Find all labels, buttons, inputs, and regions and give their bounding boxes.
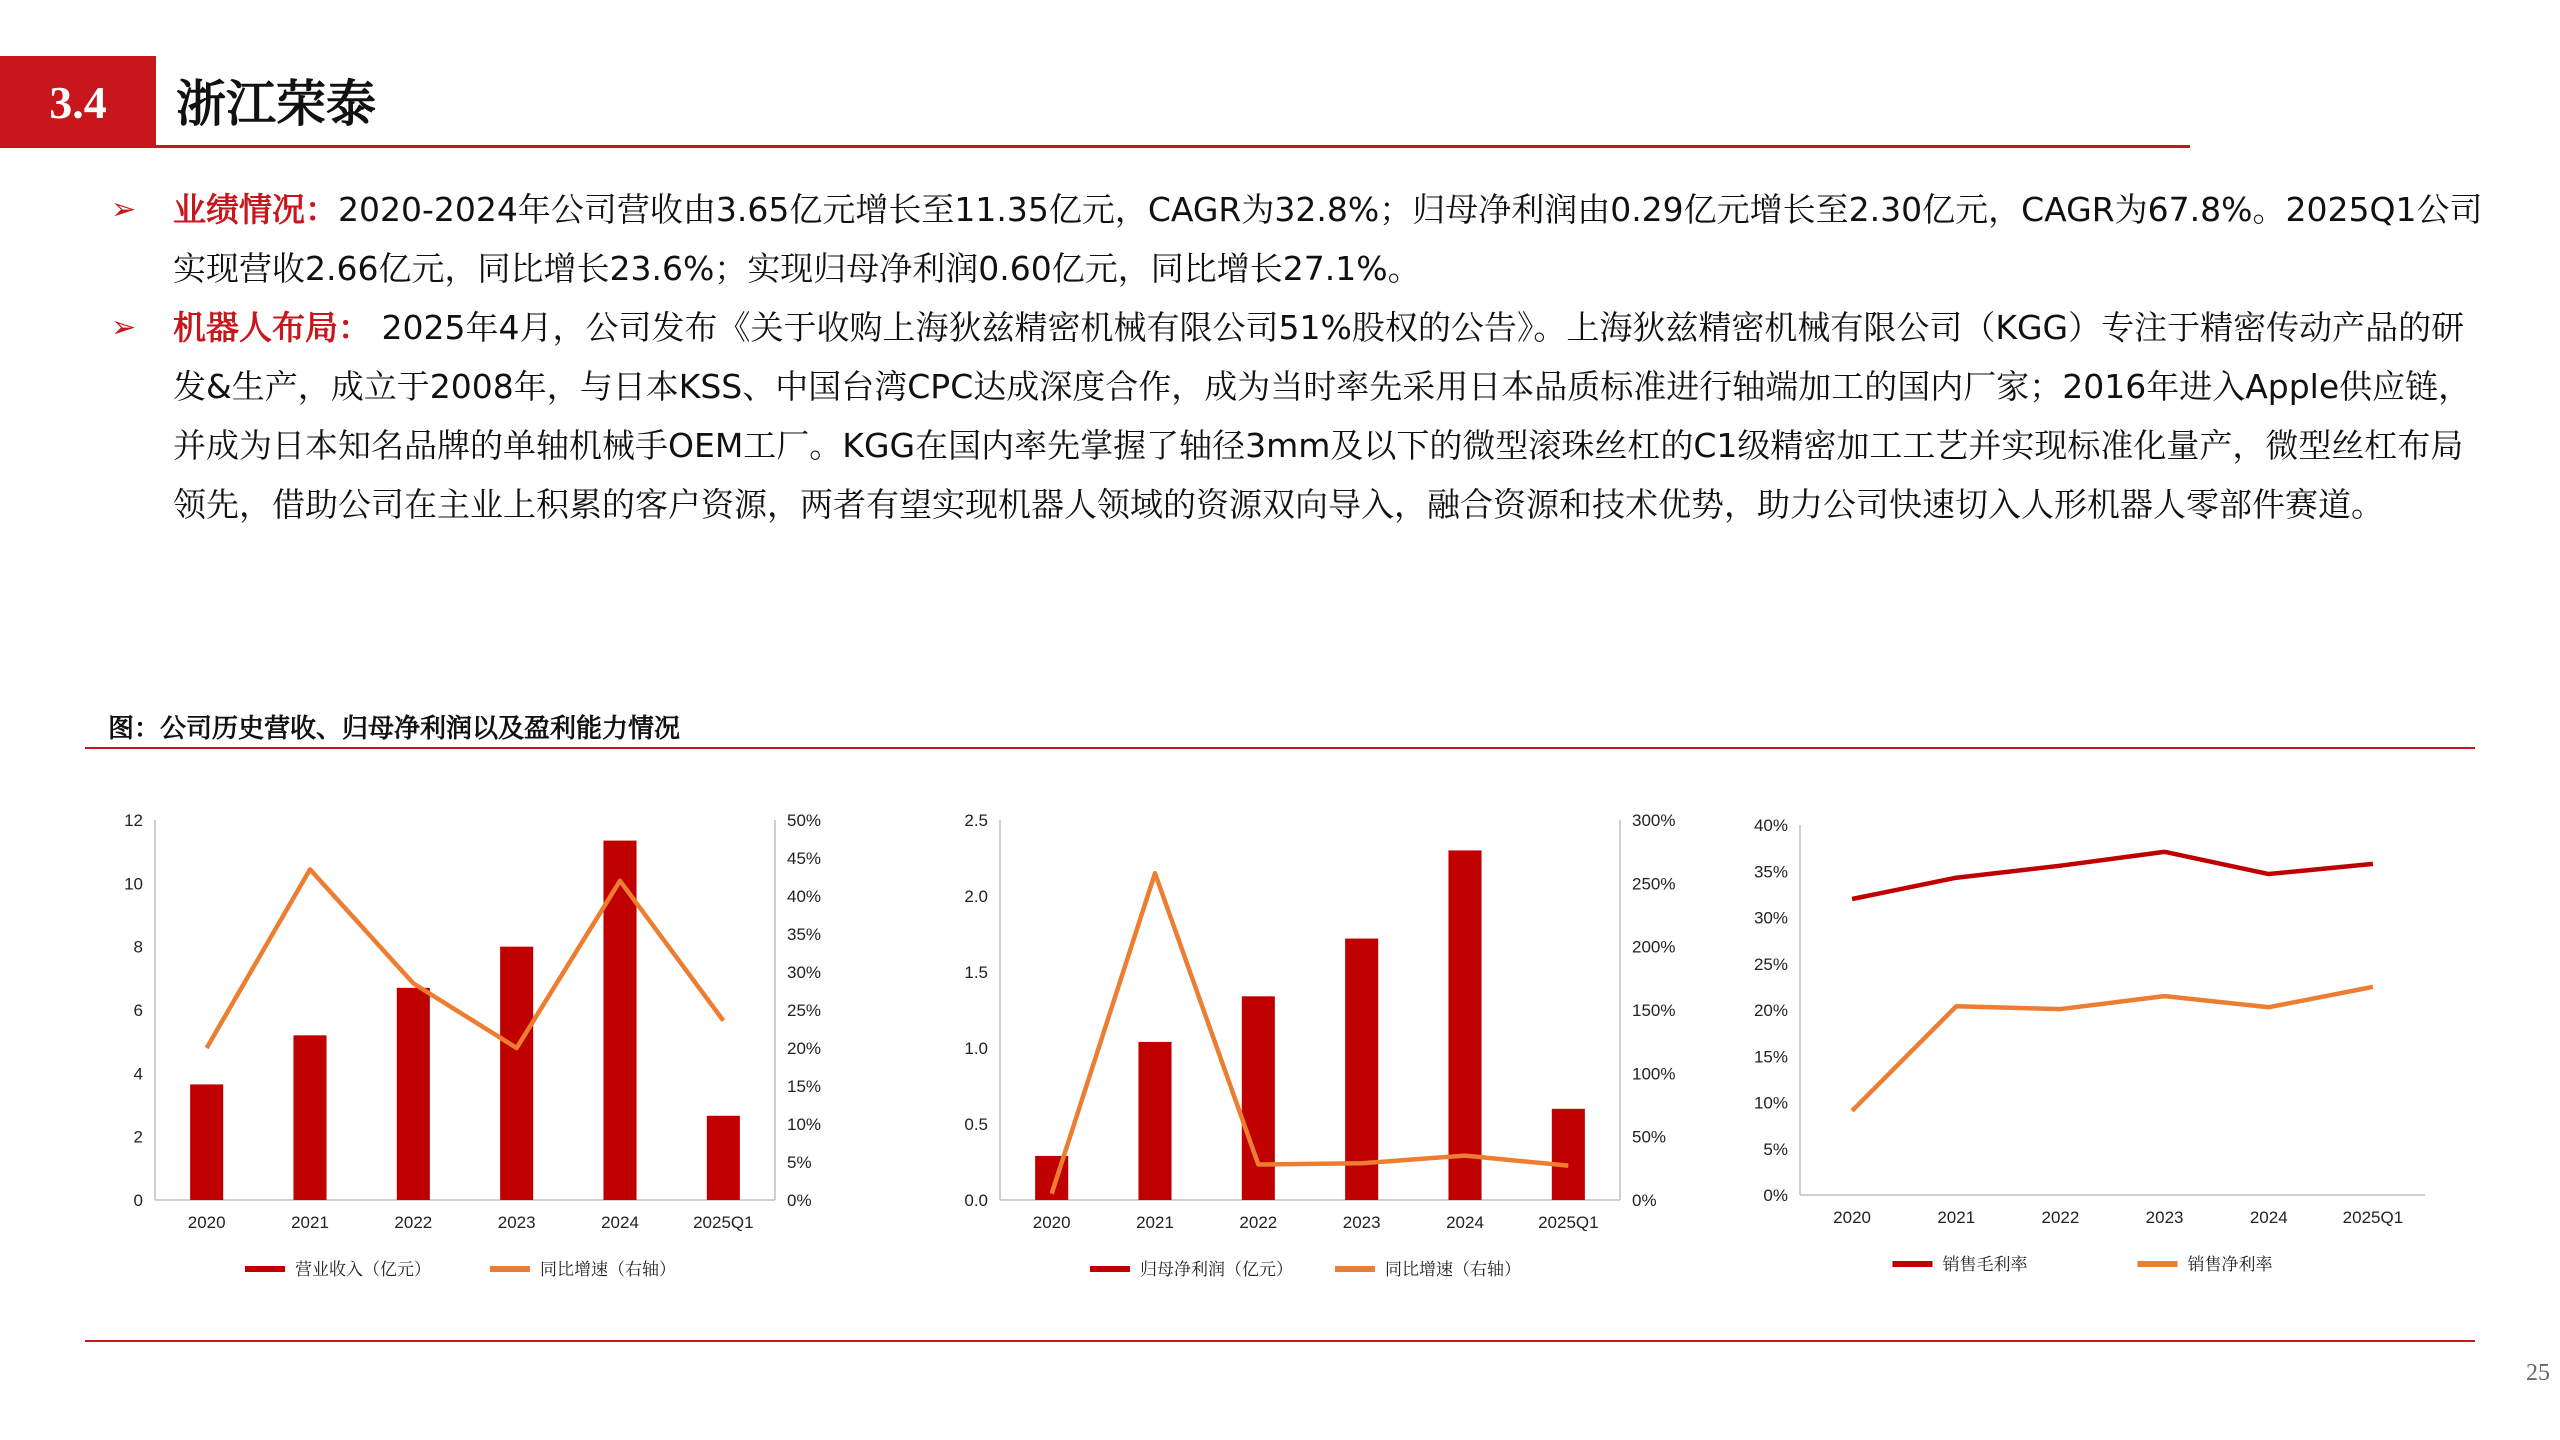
x-tick-label: 2023 bbox=[1342, 1213, 1381, 1232]
x-tick-label: 2020 bbox=[187, 1213, 226, 1232]
x-tick-label: 2021 bbox=[1136, 1213, 1174, 1232]
bar bbox=[293, 1035, 326, 1200]
page-number: 25 bbox=[2526, 1360, 2550, 1386]
x-tick-label: 2020 bbox=[1833, 1208, 1871, 1227]
net-profit-chart bbox=[935, 790, 1715, 1290]
arrow-bullet-icon: ➢ bbox=[111, 192, 137, 227]
section-number: 3.4 bbox=[49, 76, 107, 128]
header-divider bbox=[60, 145, 2190, 148]
y-tick-label: 0% bbox=[1763, 1186, 1788, 1205]
legend-label: 同比增速（右轴） bbox=[1385, 1260, 1521, 1280]
bar bbox=[1242, 996, 1275, 1200]
y-tick-label: 4 bbox=[133, 1064, 143, 1084]
y-tick-label: 20% bbox=[1753, 1001, 1788, 1020]
y-tick-label: 12 bbox=[124, 811, 143, 830]
y-tick-label: 25% bbox=[1753, 954, 1788, 974]
y2-tick-label: 40% bbox=[787, 887, 822, 906]
bullet-robot-layout bbox=[105, 298, 2485, 534]
series-line bbox=[1852, 987, 2373, 1111]
x-tick-label: 2020 bbox=[1032, 1213, 1071, 1232]
y-tick-label: 40% bbox=[1753, 816, 1788, 835]
y2-tick-label: 300% bbox=[1632, 811, 1676, 830]
bar bbox=[500, 947, 533, 1200]
bar bbox=[1138, 1042, 1171, 1200]
x-tick-label: 2022 bbox=[1239, 1213, 1278, 1232]
y2-tick-label: 35% bbox=[787, 925, 822, 944]
legend-label: 同比增速（右轴） bbox=[540, 1260, 676, 1280]
legend-label: 销售净利率 bbox=[2187, 1255, 2273, 1275]
section-number-badge bbox=[0, 56, 156, 148]
legend-label: 销售毛利率 bbox=[1942, 1255, 2028, 1275]
y-tick-label: 5% bbox=[1763, 1139, 1788, 1159]
y-tick-label: 15% bbox=[1753, 1047, 1788, 1067]
series-line bbox=[1852, 852, 2373, 899]
x-tick-label: 2025Q1 bbox=[2342, 1208, 2404, 1227]
y-tick-label: 30% bbox=[1753, 908, 1788, 928]
x-tick-label: 2024 bbox=[2249, 1208, 2288, 1227]
bullet-label: 业绩情况： bbox=[173, 190, 338, 229]
y2-tick-label: 150% bbox=[1632, 1001, 1676, 1020]
y-tick-label: 8 bbox=[133, 937, 143, 957]
footer-divider bbox=[85, 1340, 2475, 1342]
bar bbox=[190, 1084, 223, 1200]
y-tick-label: 2.0 bbox=[964, 887, 988, 906]
bullet-text: 2025年4月，公司发布《关于收购上海狄兹精密机械有限公司51%股权的公告》。上海狄兹精密机械有限公司（KGG）专注于精密传动产品的研发&生产，成立于2008年，与日本KSS、中国台湾CPC达成深度合作，成为当时率先采用日本品质标准进行轴端加工的国内厂家；2016年进入Apple供应链，并成为日本知名品牌的单轴机械手OEM工厂。KGG在国内率先掌握了轴径3mm及以下的微型滚珠丝杠的C1级精密加工工艺并实现标准化量产，微型丝杠布局领先，借助公司在主业上积累的客户资源，两者有望实现机器人领域的资源双向导入，融合资源和技术优势，助力公司快速切入人形机器人零部件赛道。 bbox=[173, 308, 2472, 524]
x-tick-label: 2022 bbox=[2041, 1208, 2080, 1227]
y-tick-label: 6 bbox=[133, 1001, 143, 1020]
y-tick-label: 0.0 bbox=[964, 1191, 988, 1210]
x-tick-label: 2022 bbox=[394, 1213, 433, 1232]
bar bbox=[1552, 1109, 1585, 1200]
y2-tick-label: 30% bbox=[787, 963, 822, 982]
series-line bbox=[207, 869, 724, 1048]
y-tick-label: 0.5 bbox=[964, 1115, 988, 1134]
y2-tick-label: 0% bbox=[787, 1191, 812, 1210]
y-tick-label: 2.5 bbox=[964, 811, 988, 830]
y2-tick-label: 0% bbox=[1632, 1191, 1657, 1210]
y2-tick-label: 20% bbox=[787, 1039, 822, 1058]
bullet-list bbox=[105, 180, 2485, 534]
x-tick-label: 2021 bbox=[1937, 1208, 1976, 1227]
bullet-text: 2020-2024年公司营收由3.65亿元增长至11.35亿元，CAGR为32.8%；归母净利润由0.29亿元增长至2.30亿元，CAGR为67.8%。2025Q1公司实现营收2.66亿元，同比增长23.6%；实现归母净利润0.60亿元，同比增长27.1%。 bbox=[173, 190, 2483, 288]
bar bbox=[1448, 850, 1481, 1200]
y2-tick-label: 50% bbox=[1632, 1127, 1667, 1147]
bar bbox=[707, 1116, 740, 1200]
x-tick-label: 2024 bbox=[601, 1213, 639, 1232]
y-tick-label: 1.0 bbox=[964, 1039, 988, 1058]
section-title: 浙江荣泰 bbox=[176, 75, 376, 133]
y-tick-label: 10% bbox=[1753, 1093, 1788, 1113]
figure-caption: 图：公司历史营收、归母净利润以及盈利能力情况 bbox=[108, 714, 681, 744]
legend-label: 归母净利润（亿元） bbox=[1140, 1260, 1293, 1280]
y-tick-label: 10 bbox=[124, 874, 143, 894]
legend-label: 营业收入（亿元） bbox=[295, 1260, 431, 1280]
arrow-bullet-icon: ➢ bbox=[111, 310, 137, 345]
y-tick-label: 35% bbox=[1753, 862, 1788, 882]
y2-tick-label: 25% bbox=[787, 1001, 822, 1020]
series-line bbox=[1052, 873, 1569, 1193]
x-tick-label: 2023 bbox=[497, 1213, 536, 1232]
margin-chart bbox=[1740, 790, 2460, 1290]
y-tick-label: 2 bbox=[133, 1127, 143, 1147]
y2-tick-label: 5% bbox=[787, 1153, 812, 1172]
y2-tick-label: 10% bbox=[787, 1115, 822, 1134]
y2-tick-label: 250% bbox=[1632, 874, 1676, 894]
y-tick-label: 1.5 bbox=[964, 963, 988, 982]
x-tick-label: 2021 bbox=[291, 1213, 329, 1232]
x-tick-label: 2023 bbox=[2145, 1208, 2184, 1227]
x-tick-label: 2024 bbox=[1446, 1213, 1484, 1232]
y2-tick-label: 100% bbox=[1632, 1064, 1676, 1084]
figure-divider bbox=[85, 747, 2475, 749]
x-tick-label: 2025Q1 bbox=[1538, 1213, 1599, 1232]
y-tick-label: 0 bbox=[133, 1191, 143, 1210]
y2-tick-label: 15% bbox=[787, 1077, 822, 1096]
revenue-chart bbox=[90, 790, 870, 1290]
y2-tick-label: 200% bbox=[1632, 937, 1676, 957]
bar bbox=[397, 988, 430, 1200]
bullet-label: 机器人布局： bbox=[173, 308, 371, 347]
bullet-performance bbox=[105, 180, 2485, 298]
y2-tick-label: 50% bbox=[787, 811, 822, 830]
y2-tick-label: 45% bbox=[787, 849, 822, 868]
x-tick-label: 2025Q1 bbox=[693, 1213, 754, 1232]
